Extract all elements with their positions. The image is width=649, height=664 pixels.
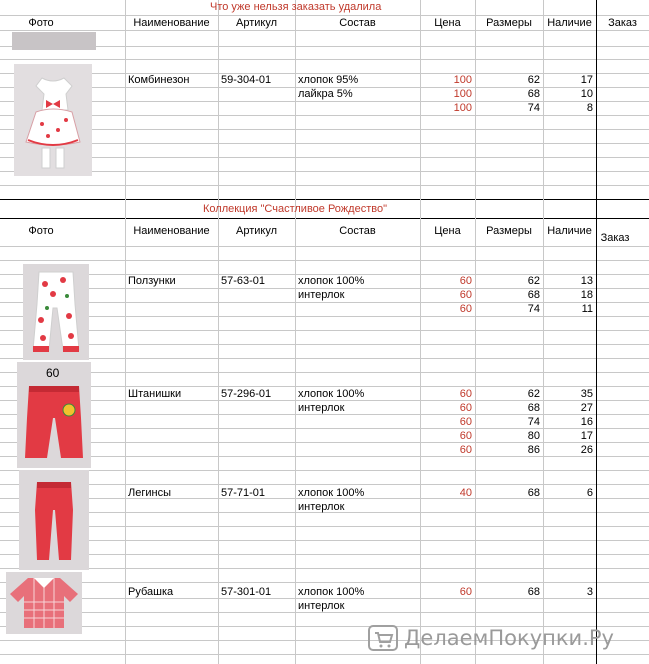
size-value: 86 <box>527 444 540 456</box>
polzunki-image <box>23 264 89 360</box>
stock-value: 8 <box>586 102 593 114</box>
price-value: 60 <box>459 402 472 414</box>
item-name: Легинсы <box>128 487 171 499</box>
header-name: Наименование <box>133 17 210 29</box>
grid-line <box>0 171 649 172</box>
grid-line <box>0 143 649 144</box>
stock-value: 6 <box>586 487 593 499</box>
photo-romper <box>14 64 92 176</box>
header-price: Цена <box>434 17 461 29</box>
shirt-image <box>6 572 82 634</box>
price-value: 60 <box>459 586 472 598</box>
size-value: 62 <box>527 388 540 400</box>
price-value: 60 <box>459 430 472 442</box>
header-order: Заказ <box>600 232 630 244</box>
item-composition: интерлок <box>298 600 345 612</box>
size-value: 68 <box>527 88 540 100</box>
stock-value: 17 <box>580 74 593 86</box>
item-composition: интерлок <box>298 501 345 513</box>
grid-line <box>0 129 649 130</box>
header-name: Наименование <box>133 225 210 237</box>
grid-line <box>0 400 649 401</box>
size-value: 68 <box>527 487 540 499</box>
stock-value: 10 <box>580 88 593 100</box>
stock-value: 26 <box>580 444 593 456</box>
section-title-removed: Что уже нельзя заказать удалила <box>210 1 382 13</box>
grid-line <box>0 442 649 443</box>
stock-value: 13 <box>580 275 593 287</box>
price-value: 100 <box>453 102 472 114</box>
item-name: Комбинезон <box>128 74 190 86</box>
grid-line <box>0 358 649 359</box>
header-photo: Фото <box>28 225 54 237</box>
size-value: 74 <box>527 416 540 428</box>
header-sizes: Размеры <box>486 225 532 237</box>
stock-value: 3 <box>586 586 593 598</box>
header-price: Цена <box>434 225 461 237</box>
grid-line <box>0 59 649 60</box>
header-composition: Состав <box>339 17 376 29</box>
price-value: 100 <box>453 88 472 100</box>
price-value: 60 <box>459 388 472 400</box>
header-composition: Состав <box>339 225 376 237</box>
item-composition: хлопок 100% <box>298 275 365 287</box>
price-value: 60 <box>459 303 472 315</box>
item-composition: хлопок 95% <box>298 74 359 86</box>
photo-shirt <box>6 572 82 634</box>
grid-line <box>0 157 649 158</box>
size-value: 74 <box>527 303 540 315</box>
header-sizes: Размеры <box>486 17 532 29</box>
price-value: 60 <box>459 289 472 301</box>
photo-leggings <box>19 470 89 570</box>
grid-line <box>0 568 649 569</box>
grid-line <box>0 414 649 415</box>
stock-value: 17 <box>580 430 593 442</box>
grid-line <box>0 582 649 583</box>
grid-line <box>0 316 649 317</box>
grid-line <box>0 218 649 219</box>
price-value: 40 <box>459 487 472 499</box>
grid-line <box>0 386 649 387</box>
item-name: Ползунки <box>128 275 176 287</box>
grid-line <box>0 15 649 16</box>
photo-polzunki <box>23 264 89 360</box>
size-value: 68 <box>527 586 540 598</box>
section-title-collection: Коллекция "Счастливое Рождество" <box>203 203 387 215</box>
header-stock: Наличие <box>547 225 592 237</box>
header-article: Артикул <box>235 17 277 29</box>
grid-line <box>125 0 126 664</box>
item-article: 57-63-01 <box>221 275 266 287</box>
watermark <box>368 618 648 658</box>
item-article: 57-71-01 <box>221 487 266 499</box>
price-value: 100 <box>453 74 472 86</box>
grid-line <box>0 470 649 471</box>
header-photo: Фото <box>28 17 54 29</box>
grid-line <box>0 554 649 555</box>
size-value: 62 <box>527 74 540 86</box>
leggings-image <box>19 470 89 570</box>
grid-line <box>0 598 649 599</box>
header-article: Артикул <box>235 225 277 237</box>
item-composition: хлопок 100% <box>298 586 365 598</box>
item-composition: интерлок <box>298 402 345 414</box>
price-value: 60 <box>459 444 472 456</box>
grid-line <box>0 456 649 457</box>
size-value: 62 <box>527 275 540 287</box>
grid-line <box>0 428 649 429</box>
grid-line <box>0 115 649 116</box>
item-composition: интерлок <box>298 289 345 301</box>
grid-line <box>0 199 649 200</box>
grid-line <box>0 612 649 613</box>
grid-line <box>0 30 649 31</box>
watermark-text: ДелаемПокупки.Ру <box>404 626 614 650</box>
item-composition: хлопок 100% <box>298 487 365 499</box>
item-name: Рубашка <box>128 586 174 598</box>
grid-line <box>0 260 649 261</box>
header-stock: Наличие <box>547 17 592 29</box>
item-article: 57-296-01 <box>221 388 272 400</box>
item-composition: хлопок 100% <box>298 388 365 400</box>
grid-line <box>0 246 649 247</box>
grid-line <box>0 484 649 485</box>
cart-icon <box>368 625 398 651</box>
stock-value: 35 <box>580 388 593 400</box>
stock-value: 18 <box>580 289 593 301</box>
size-value: 68 <box>527 289 540 301</box>
item-article: 57-301-01 <box>221 586 272 598</box>
stock-value: 27 <box>580 402 593 414</box>
grid-line <box>218 0 219 664</box>
grid-line <box>295 0 296 664</box>
price-value: 60 <box>459 416 472 428</box>
photo-label: 60 <box>46 366 60 380</box>
photo-placeholder <box>12 32 96 50</box>
size-value: 68 <box>527 402 540 414</box>
item-article: 59-304-01 <box>221 74 272 86</box>
price-value: 60 <box>459 275 472 287</box>
grid-line <box>596 0 597 664</box>
grid-line <box>0 526 649 527</box>
grid-line <box>0 185 649 186</box>
stock-value: 11 <box>581 303 593 315</box>
grid-line <box>0 540 649 541</box>
stock-value: 16 <box>580 416 593 428</box>
item-name: Штанишки <box>128 388 182 400</box>
size-value: 74 <box>527 102 540 114</box>
grid-line <box>0 46 649 47</box>
grid-line <box>0 372 649 373</box>
romper-image <box>14 64 92 176</box>
grid-line <box>0 330 649 331</box>
header-order: Заказ <box>608 17 637 29</box>
grid-line <box>0 344 649 345</box>
size-value: 80 <box>527 430 540 442</box>
item-composition: лайкра 5% <box>298 88 353 100</box>
